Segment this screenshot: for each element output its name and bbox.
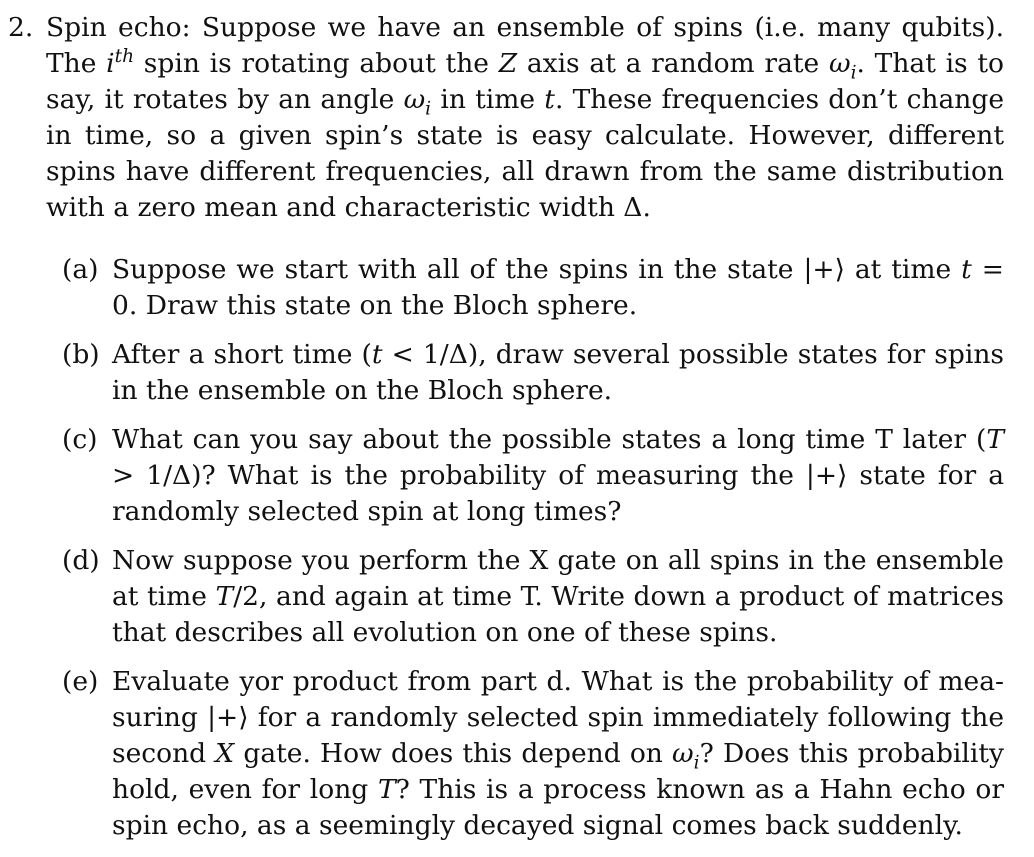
subpart-text: Evaluate yor product from part d. What is the probability of measuring |+⟩ for a randomly selected spin immediately following the second X gate. How does this depend on $\omega_i$? Does this probability hold, even for long T? This is a process known as a Hahn echo or spin echo, as a seemingly decayed signal comes back suddenly. — [112, 666, 1004, 841]
subpart-label: (a) — [62, 254, 99, 285]
subpart-d — [62, 543, 1004, 651]
problem-2 — [8, 10, 1004, 226]
subpart-b — [62, 337, 1004, 409]
subpart-c — [62, 422, 1004, 530]
subpart-label: (d) — [62, 545, 100, 576]
subpart-label: (c) — [62, 424, 98, 455]
subparts-list — [62, 252, 1004, 857]
subpart-text: What can you say about the possible states a long time T later (T > 1/Δ)? What is the probability of measuring the |+⟩ state for a randomly selected spin at long times? — [112, 424, 1004, 527]
subpart-text: After a short time (t < 1/Δ), draw several possible states for spins in the ensemble on the Bloch sphere. — [112, 339, 1004, 406]
subpart-label: (e) — [62, 666, 99, 697]
problem-stem: Spin echo: Suppose we have an ensemble of spins (i.e. many qubits). The $i^{th}$ spin is rotating about the Z axis at a random rate $\omega_i$. That is to say, it rotates by an angle $\omega_i$ in time t. These frequencies don’t change in time, so a given spin’s state is easy calculate. However, different spins have different frequencies, all drawn from the same distribution with a zero mean and characteristic width Δ. — [46, 12, 1005, 223]
subpart-label: (b) — [62, 339, 100, 370]
subpart-a — [62, 252, 1004, 324]
subpart-text: Suppose we start with all of the spins in the state |+⟩ at time t = 0. Draw this state on the Bloch sphere. — [112, 254, 1004, 321]
subpart-text: Now suppose you perform the X gate on all spins in the ensemble at time T/2, and again at time T. Write down a product of matrices that describes all evolution on one of these spins. — [112, 545, 1004, 648]
problem-number: 2. — [8, 12, 34, 43]
subpart-e — [62, 664, 1004, 844]
